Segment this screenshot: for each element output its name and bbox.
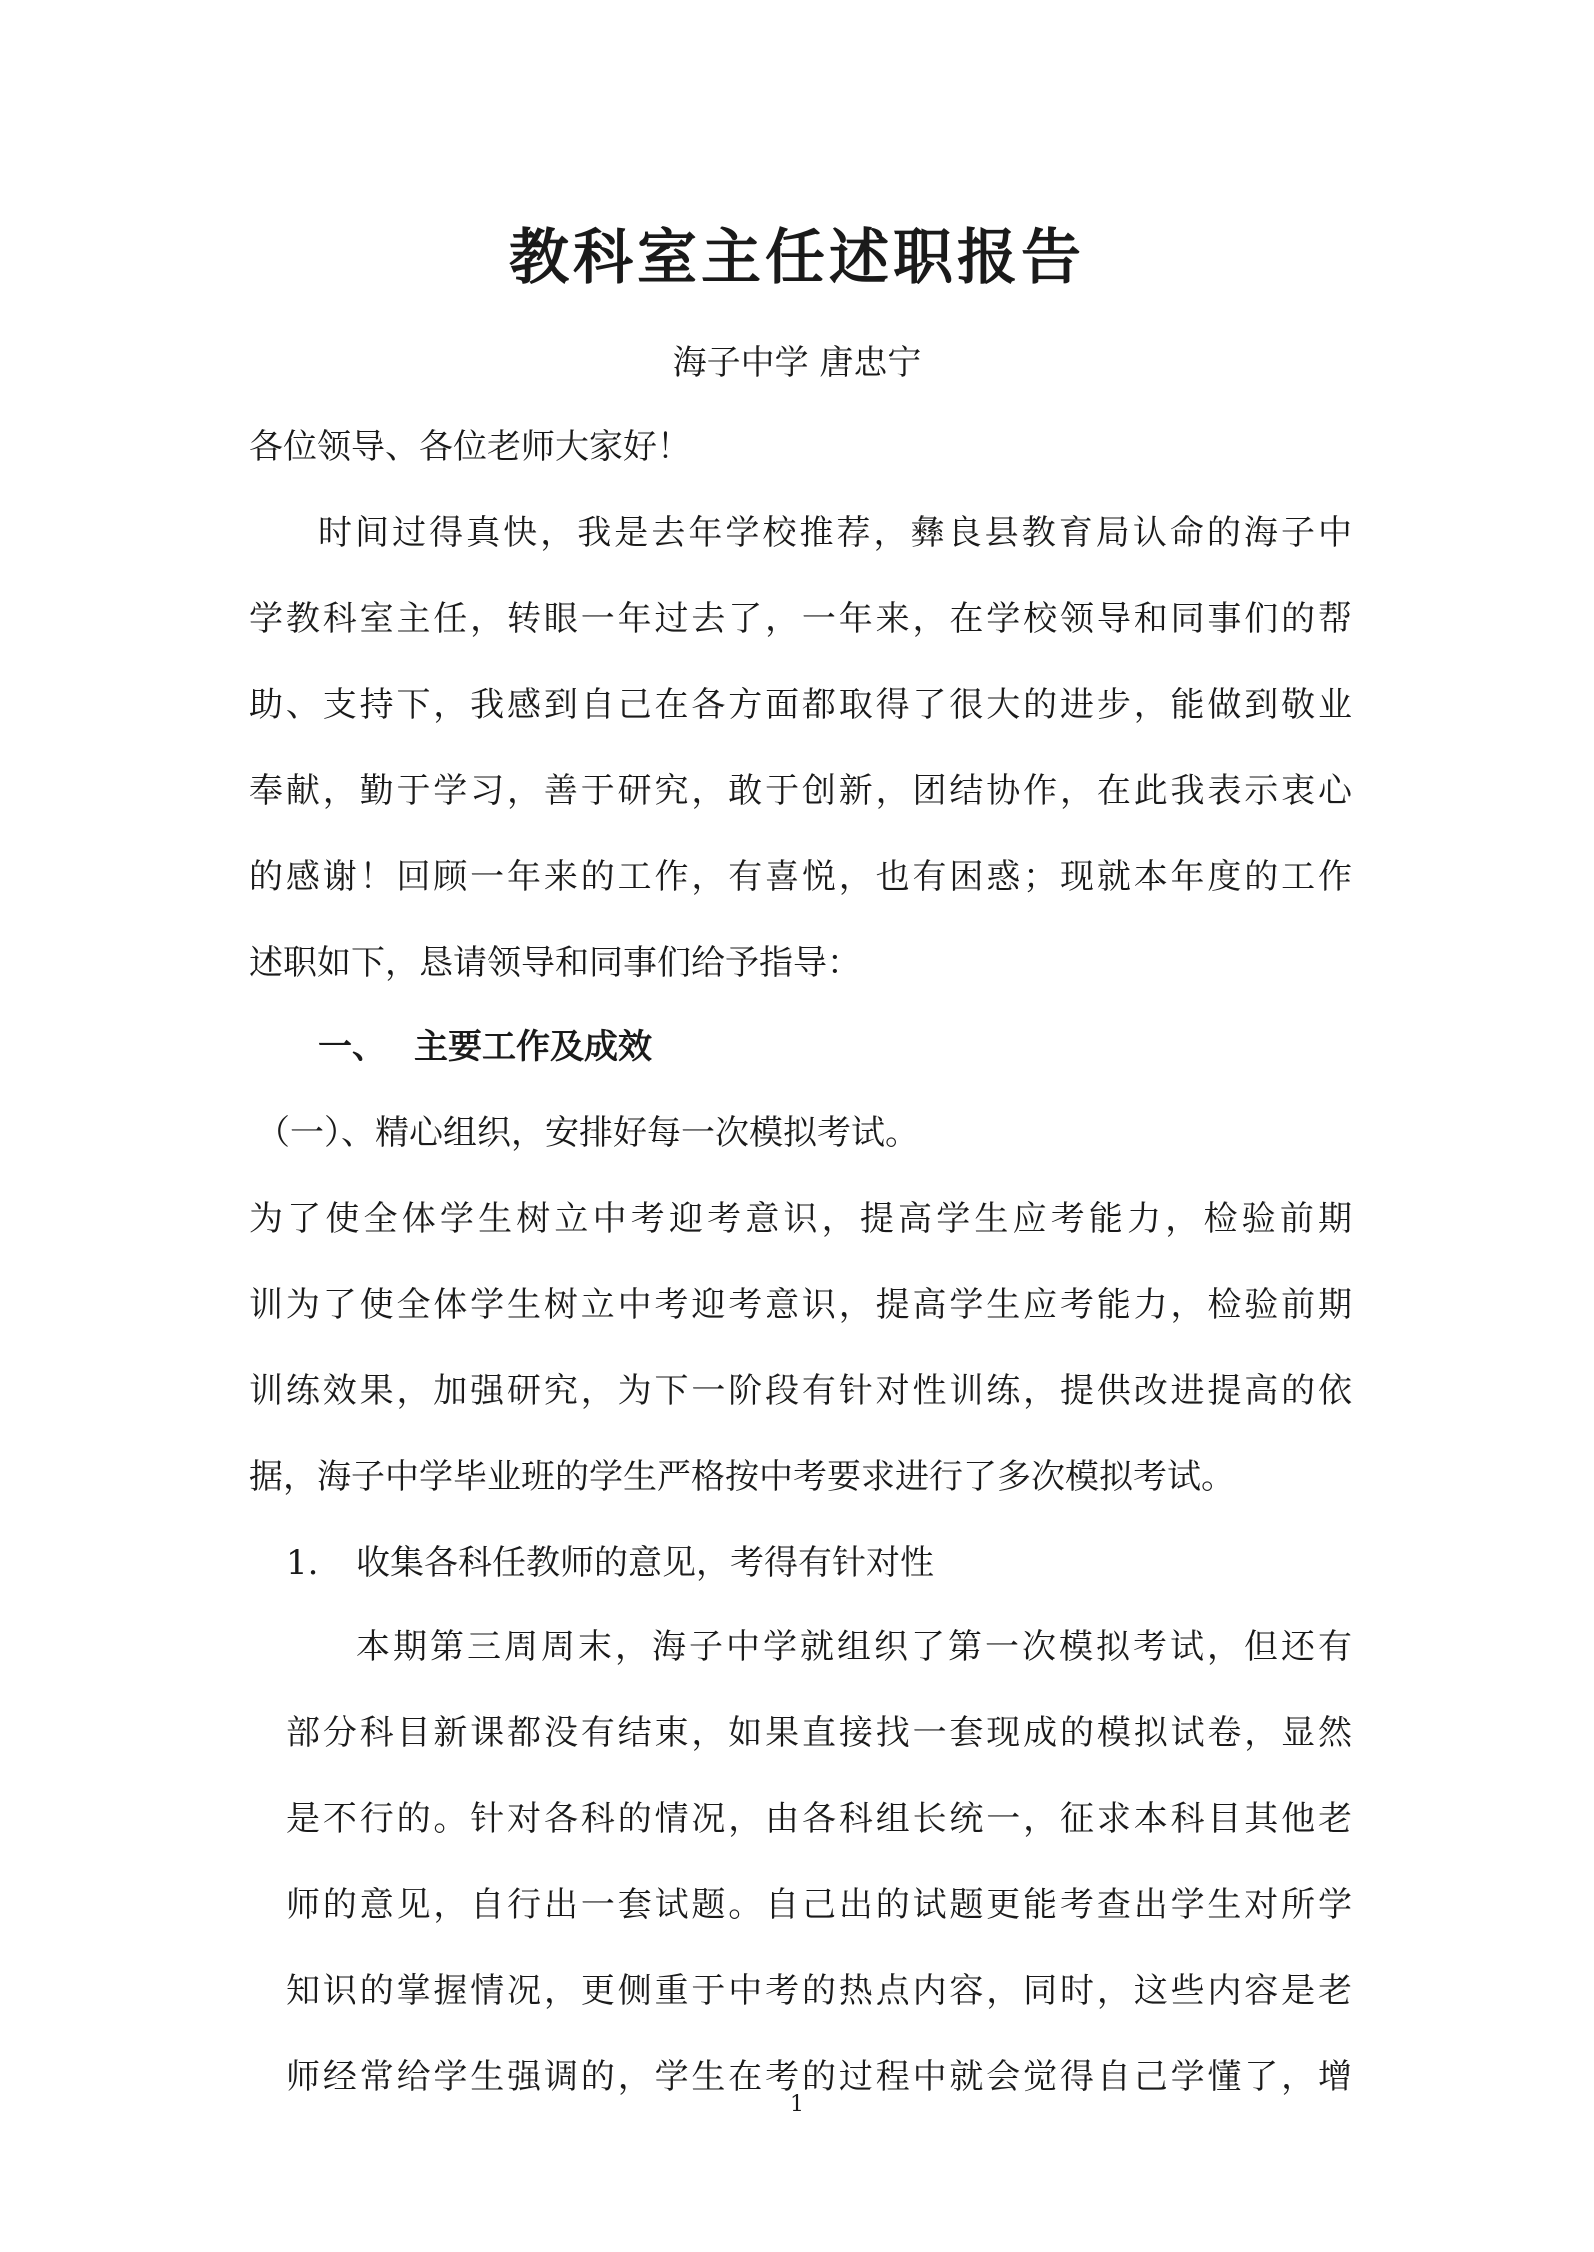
item1-line-5: 知识的掌握情况，更侧重于中考的热点内容，同时，这些内容是老 (286, 1971, 1352, 2011)
sub1-line-4: 据，海子中学毕业班的学生严格按中考要求进行了多次模拟考试。 (249, 1457, 1235, 1497)
page-number: 1 (790, 2092, 804, 2117)
document-title: 教科室主任述职报告 (509, 223, 1085, 293)
sub1-line-2: 训为了使全体学生树立中考迎考意识，提高学生应考能力，检验前期 (249, 1285, 1352, 1325)
item1-line-1: 本期第三周周末，海子中学就组织了第一次模拟考试，但还有 (356, 1627, 1352, 1667)
item-number: 1. (286, 1543, 319, 1583)
sub1-line-3: 训练效果，加强研究，为下一阶段有针对性训练，提供改进提高的依 (249, 1371, 1352, 1411)
author-line: 海子中学 唐忠宁 (672, 343, 922, 383)
item1-line-4: 师的意见，自行出一套试题。自己出的试题更能考查出学生对所学 (286, 1885, 1352, 1925)
intro-line-4: 奉献，勤于学习，善于研究，敢于创新，团结协作，在此我表示衷心 (249, 771, 1352, 811)
subsection-title: （一）、精心组织，安排好每一次模拟考试。 (256, 1113, 919, 1153)
intro-line-5: 的感谢！回顾一年来的工作，有喜悦，也有困惑；现就本年度的工作 (249, 857, 1352, 897)
item1-line-3: 是不行的。针对各科的情况，由各科组长统一，征求本科目其他老 (286, 1799, 1352, 1839)
item1-line-6: 师经常给学生强调的，学生在考的过程中就会觉得自己学懂了，增 (286, 2057, 1352, 2097)
sub1-line-1: 为了使全体学生树立中考迎考意识，提高学生应考能力，检验前期 (249, 1199, 1352, 1239)
item1-line-2: 部分科目新课都没有结束，如果直接找一套现成的模拟试卷，显然 (286, 1713, 1352, 1753)
greeting: 各位领导、各位老师大家好！ (249, 427, 691, 467)
section-number: 一、 (318, 1027, 386, 1067)
section-title: 主要工作及成效 (414, 1027, 652, 1067)
intro-line-3: 助、支持下，我感到自己在各方面都取得了很大的进步，能做到敬业 (249, 685, 1352, 725)
intro-line-2: 学教科室主任，转眼一年过去了，一年来，在学校领导和同事们的帮 (249, 599, 1352, 639)
intro-line-6: 述职如下，恳请领导和同事们给予指导： (249, 943, 861, 983)
item-title: 收集各科任教师的意见，考得有针对性 (356, 1543, 934, 1583)
intro-line-1: 时间过得真快，我是去年学校推荐，彝良县教育局认命的海子中 (318, 513, 1352, 553)
